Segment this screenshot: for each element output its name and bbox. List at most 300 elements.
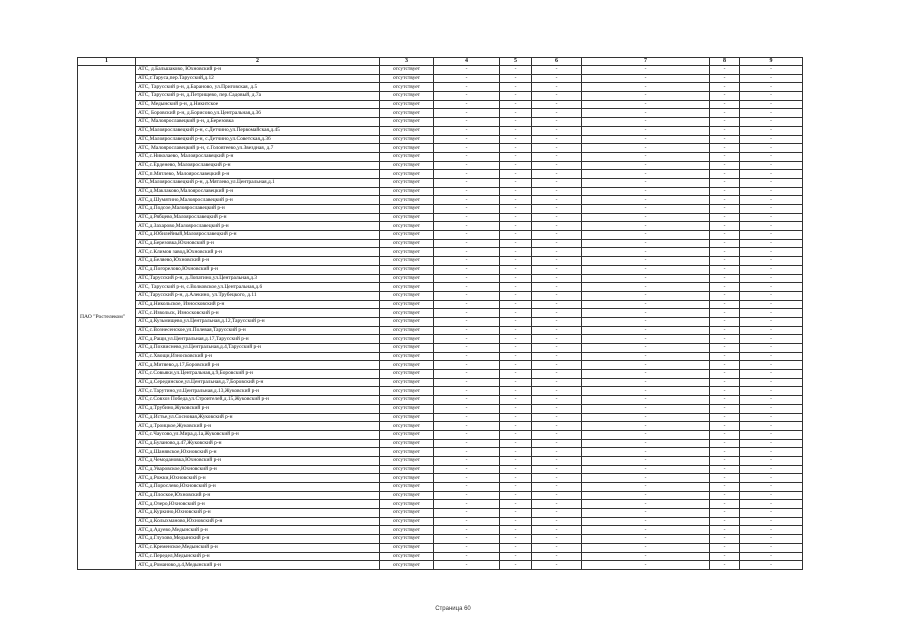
table-row (78, 178, 803, 187)
dash-cell-col8: - (710, 100, 740, 109)
dash-cell-col4: - (434, 378, 500, 387)
dash-cell-col5: - (500, 535, 532, 544)
dash-cell-col9: - (740, 465, 803, 474)
column-header-9: 9 (740, 58, 803, 66)
facility-name-cell: АТС,с.Николаево, Малоярославецкий р-н (136, 152, 380, 161)
dash-cell-col8: - (710, 543, 740, 552)
facility-name-cell: АТС,д.Похвиснево,ул.Центральная,д.4,Тарусский р-н (136, 344, 380, 353)
facility-name-cell: АТС,с.Климов завод,Юхновский р-н (136, 248, 380, 257)
dash-cell-col8: - (710, 535, 740, 544)
table-row (78, 222, 803, 231)
status-cell: отсутствует (380, 552, 434, 561)
status-cell: отсутствует (380, 474, 434, 483)
dash-cell-col8: - (710, 509, 740, 518)
facility-name-cell: АТС,д.Шанявское,Юхновский р-н (136, 448, 380, 457)
facility-name-cell: АТС,Малоярославецкий р-н, с.Детчино,ул.Советская,д.36 (136, 135, 380, 144)
facility-name-cell: АТС, Боровский р-н, д.Борисово,ул.Центральная,д.36 (136, 109, 380, 118)
dash-cell-col4: - (434, 83, 500, 92)
dash-cell-col7: - (582, 74, 710, 83)
dash-cell-col8: - (710, 396, 740, 405)
status-cell: отсутствует (380, 274, 434, 283)
dash-cell-col6: - (532, 161, 582, 170)
dash-cell-col5: - (500, 170, 532, 179)
status-cell: отсутствует (380, 483, 434, 492)
facility-name-cell: АТС,с.Вознесенское,ул.Полевая,Тарусский р-н (136, 326, 380, 335)
dash-cell-col6: - (532, 92, 582, 101)
dash-cell-col7: - (582, 178, 710, 187)
dash-cell-col8: - (710, 248, 740, 257)
dash-cell-col9: - (740, 335, 803, 344)
dash-cell-col5: - (500, 135, 532, 144)
dash-cell-col8: - (710, 291, 740, 300)
dash-cell-col9: - (740, 187, 803, 196)
dash-cell-col6: - (532, 126, 582, 135)
dash-cell-col7: - (582, 118, 710, 127)
facility-name-cell: АТС,д.Чемодановка,Юхновский р-н (136, 456, 380, 465)
dash-cell-col6: - (532, 317, 582, 326)
status-cell: отсутствует (380, 248, 434, 257)
dash-cell-col8: - (710, 439, 740, 448)
table-row (78, 370, 803, 379)
dash-cell-col7: - (582, 135, 710, 144)
dash-cell-col4: - (434, 135, 500, 144)
facility-name-cell: АТС,Малоярославецкий р-н, с.Детчино,ул.Первомайская,д.45 (136, 126, 380, 135)
facility-name-cell: АТС,с.Передел,Медынский р-н (136, 552, 380, 561)
dash-cell-col5: - (500, 74, 532, 83)
dash-cell-col6: - (532, 152, 582, 161)
dash-cell-col4: - (434, 300, 500, 309)
facility-name-cell: АТС,д.Беляево,Юхновский р-н (136, 257, 380, 266)
table-row (78, 196, 803, 205)
dash-cell-col9: - (740, 344, 803, 353)
dash-cell-col8: - (710, 413, 740, 422)
dash-cell-col9: - (740, 213, 803, 222)
dash-cell-col9: - (740, 283, 803, 292)
dash-cell-col9: - (740, 257, 803, 266)
dash-cell-col8: - (710, 300, 740, 309)
table-row (78, 344, 803, 353)
facility-name-cell: АТС,д.Буланово,д.47,Жуковский р-н (136, 439, 380, 448)
facility-name-cell: АТС,с.Совьяки,ул.Центральная,д.9,Боровский р-н (136, 370, 380, 379)
dash-cell-col4: - (434, 552, 500, 561)
dash-cell-col7: - (582, 300, 710, 309)
dash-cell-col7: - (582, 92, 710, 101)
status-cell: отсутствует (380, 543, 434, 552)
table-row (78, 100, 803, 109)
table-row (78, 309, 803, 318)
dash-cell-col9: - (740, 135, 803, 144)
status-cell: отсутствует (380, 205, 434, 214)
dash-cell-col5: - (500, 456, 532, 465)
dash-cell-col4: - (434, 283, 500, 292)
dash-cell-col7: - (582, 239, 710, 248)
dash-cell-col9: - (740, 404, 803, 413)
status-cell: отсутствует (380, 413, 434, 422)
dash-cell-col6: - (532, 526, 582, 535)
status-cell: отсутствует (380, 309, 434, 318)
facility-name-cell: АТС,д.Серединское,ул.Центральная,д.7,Боровский р-н (136, 378, 380, 387)
facility-name-cell: АТС,д.Шумятино,Малоярославецкий р-н (136, 196, 380, 205)
dash-cell-col7: - (582, 517, 710, 526)
dash-cell-col8: - (710, 126, 740, 135)
dash-cell-col6: - (532, 491, 582, 500)
status-cell: отсутствует (380, 92, 434, 101)
dash-cell-col6: - (532, 135, 582, 144)
status-cell: отсутствует (380, 257, 434, 266)
dash-cell-col8: - (710, 456, 740, 465)
dash-cell-col8: - (710, 430, 740, 439)
status-cell: отсутствует (380, 66, 434, 75)
dash-cell-col8: - (710, 74, 740, 83)
dash-cell-col7: - (582, 491, 710, 500)
dash-cell-col9: - (740, 370, 803, 379)
facility-name-cell: АТС,д.Рябцево,Малоярославецкий р-н (136, 213, 380, 222)
dash-cell-col6: - (532, 248, 582, 257)
dash-cell-col6: - (532, 239, 582, 248)
facility-name-cell: АТС,Тарусский р-н, д.Алекино, ул.Трубецкого, д.11 (136, 291, 380, 300)
facility-name-cell: АТС,д.Погорелово,Юхновский р-н (136, 265, 380, 274)
table-row (78, 413, 803, 422)
table-row (78, 118, 803, 127)
dash-cell-col9: - (740, 265, 803, 274)
dash-cell-col9: - (740, 378, 803, 387)
dash-cell-col4: - (434, 387, 500, 396)
dash-cell-col9: - (740, 500, 803, 509)
dash-cell-col7: - (582, 83, 710, 92)
dash-cell-col9: - (740, 543, 803, 552)
dash-cell-col5: - (500, 213, 532, 222)
facility-name-cell: АТС, Малоярославецкий р-н, с.Головтеево,ул.Звездная, д.7 (136, 144, 380, 153)
status-cell: отсутствует (380, 448, 434, 457)
dash-cell-col9: - (740, 430, 803, 439)
dash-cell-col6: - (532, 430, 582, 439)
table-row (78, 265, 803, 274)
dash-cell-col4: - (434, 144, 500, 153)
dash-cell-col5: - (500, 126, 532, 135)
dash-cell-col5: - (500, 387, 532, 396)
dash-cell-col4: - (434, 213, 500, 222)
dash-cell-col8: - (710, 352, 740, 361)
dash-cell-col5: - (500, 430, 532, 439)
dash-cell-col8: - (710, 239, 740, 248)
status-cell: отсутствует (380, 361, 434, 370)
table-row (78, 326, 803, 335)
dash-cell-col4: - (434, 187, 500, 196)
dash-cell-col7: - (582, 509, 710, 518)
dash-cell-col8: - (710, 118, 740, 127)
dash-cell-col5: - (500, 257, 532, 266)
dash-cell-col6: - (532, 535, 582, 544)
status-cell: отсутствует (380, 335, 434, 344)
dash-cell-col9: - (740, 274, 803, 283)
dash-cell-col5: - (500, 205, 532, 214)
dash-cell-col9: - (740, 300, 803, 309)
dash-cell-col4: - (434, 509, 500, 518)
dash-cell-col7: - (582, 335, 710, 344)
dash-cell-col9: - (740, 422, 803, 431)
status-cell: отсутствует (380, 144, 434, 153)
dash-cell-col6: - (532, 361, 582, 370)
column-header-3: 3 (380, 58, 434, 66)
status-cell: отсутствует (380, 387, 434, 396)
dash-cell-col7: - (582, 265, 710, 274)
facility-name-cell: АТС,д.Плоское,Юхновский р-н (136, 491, 380, 500)
table-row (78, 491, 803, 500)
dash-cell-col5: - (500, 265, 532, 274)
facility-name-cell: АТС,д.Юбилейный,Малоярославецкий р-н (136, 231, 380, 240)
dash-cell-col5: - (500, 291, 532, 300)
dash-cell-col5: - (500, 352, 532, 361)
dash-cell-col7: - (582, 430, 710, 439)
column-header-1: 1 (78, 58, 136, 66)
dash-cell-col7: - (582, 422, 710, 431)
dash-cell-col5: - (500, 378, 532, 387)
dash-cell-col7: - (582, 274, 710, 283)
dash-cell-col5: - (500, 526, 532, 535)
dash-cell-col5: - (500, 178, 532, 187)
dash-cell-col9: - (740, 178, 803, 187)
dash-cell-col7: - (582, 387, 710, 396)
dash-cell-col6: - (532, 456, 582, 465)
dash-cell-col7: - (582, 231, 710, 240)
facility-name-cell: АТС, Тарусский р-н, д.Бараново, ул.Приговская, д.5 (136, 83, 380, 92)
document-sheet (77, 57, 802, 570)
dash-cell-col7: - (582, 205, 710, 214)
dash-cell-col7: - (582, 222, 710, 231)
dash-cell-col7: - (582, 439, 710, 448)
dash-cell-col8: - (710, 83, 740, 92)
facility-name-cell: АТС,д.Адуево,Медынский р-н (136, 526, 380, 535)
facility-table (77, 57, 803, 570)
dash-cell-col8: - (710, 422, 740, 431)
column-header-6: 6 (532, 58, 582, 66)
dash-cell-col4: - (434, 396, 500, 405)
dash-cell-col4: - (434, 448, 500, 457)
dash-cell-col5: - (500, 66, 532, 75)
dash-cell-col6: - (532, 170, 582, 179)
dash-cell-col7: - (582, 361, 710, 370)
dash-cell-col7: - (582, 396, 710, 405)
status-cell: отсутствует (380, 344, 434, 353)
dash-cell-col4: - (434, 535, 500, 544)
table-row (78, 422, 803, 431)
dash-cell-col6: - (532, 552, 582, 561)
dash-cell-col4: - (434, 326, 500, 335)
dash-cell-col6: - (532, 465, 582, 474)
dash-cell-col8: - (710, 152, 740, 161)
status-cell: отсутствует (380, 456, 434, 465)
dash-cell-col6: - (532, 448, 582, 457)
dash-cell-col4: - (434, 178, 500, 187)
table-row (78, 509, 803, 518)
table-row (78, 74, 803, 83)
dash-cell-col6: - (532, 74, 582, 83)
dash-cell-col4: - (434, 352, 500, 361)
dash-cell-col4: - (434, 152, 500, 161)
dash-cell-col9: - (740, 161, 803, 170)
dash-cell-col9: - (740, 66, 803, 75)
facility-name-cell: АТС,д.Троицкое,Жуковский р-н (136, 422, 380, 431)
facility-name-cell: АТС, Малоярославецкий р-н, д.Березовка (136, 118, 380, 127)
facility-name-cell: АТС,д.Порослево,Юхновский р-н (136, 483, 380, 492)
dash-cell-col7: - (582, 543, 710, 552)
dash-cell-col8: - (710, 483, 740, 492)
table-row (78, 561, 803, 570)
dash-cell-col8: - (710, 196, 740, 205)
dash-cell-col6: - (532, 326, 582, 335)
dash-cell-col4: - (434, 483, 500, 492)
facility-name-cell: АТС,Малоярославецкий р-н, д.Мятлево,ул.Центральная,д.1 (136, 178, 380, 187)
dash-cell-col8: - (710, 378, 740, 387)
facility-name-cell: АТС, Тарусский р-н, д.Петрищево, пер.Садовый, д.7а (136, 92, 380, 101)
dash-cell-col8: - (710, 92, 740, 101)
dash-cell-col4: - (434, 465, 500, 474)
dash-cell-col4: - (434, 474, 500, 483)
table-row (78, 404, 803, 413)
dash-cell-col7: - (582, 561, 710, 570)
dash-cell-col9: - (740, 474, 803, 483)
status-cell: отсутствует (380, 404, 434, 413)
dash-cell-col6: - (532, 213, 582, 222)
facility-name-cell: АТС,д.Глухово,Медынский р-н (136, 535, 380, 544)
dash-cell-col8: - (710, 552, 740, 561)
dash-cell-col6: - (532, 83, 582, 92)
facility-name-cell: АТС,д.Колыхманово,Юхновский р-н (136, 517, 380, 526)
dash-cell-col6: - (532, 474, 582, 483)
status-cell: отсутствует (380, 161, 434, 170)
column-header-7: 7 (582, 58, 710, 66)
dash-cell-col4: - (434, 344, 500, 353)
dash-cell-col8: - (710, 144, 740, 153)
status-cell: отсутствует (380, 517, 434, 526)
facility-name-cell: АТС, д.Бальшаково, Юхновский р-н (136, 66, 380, 75)
table-row (78, 448, 803, 457)
dash-cell-col9: - (740, 196, 803, 205)
dash-cell-col9: - (740, 396, 803, 405)
dash-cell-col6: - (532, 370, 582, 379)
dash-cell-col4: - (434, 561, 500, 570)
status-cell: отсутствует (380, 430, 434, 439)
dash-cell-col8: - (710, 335, 740, 344)
dash-cell-col8: - (710, 387, 740, 396)
dash-cell-col6: - (532, 543, 582, 552)
dash-cell-col6: - (532, 205, 582, 214)
dash-cell-col4: - (434, 274, 500, 283)
dash-cell-col8: - (710, 309, 740, 318)
dash-cell-col6: - (532, 274, 582, 283)
dash-cell-col4: - (434, 257, 500, 266)
dash-cell-col7: - (582, 126, 710, 135)
table-body (78, 66, 803, 570)
dash-cell-col5: - (500, 439, 532, 448)
dash-cell-col5: - (500, 83, 532, 92)
dash-cell-col6: - (532, 335, 582, 344)
dash-cell-col4: - (434, 335, 500, 344)
dash-cell-col7: - (582, 109, 710, 118)
facility-name-cell: АТС,с.Извольск, Износковский р-н (136, 309, 380, 318)
dash-cell-col4: - (434, 370, 500, 379)
dash-cell-col6: - (532, 222, 582, 231)
dash-cell-col7: - (582, 413, 710, 422)
dash-cell-col9: - (740, 483, 803, 492)
table-row (78, 213, 803, 222)
table-row (78, 187, 803, 196)
dash-cell-col7: - (582, 309, 710, 318)
dash-cell-col9: - (740, 309, 803, 318)
table-row (78, 456, 803, 465)
dash-cell-col7: - (582, 283, 710, 292)
dash-cell-col9: - (740, 83, 803, 92)
dash-cell-col6: - (532, 178, 582, 187)
dash-cell-col9: - (740, 248, 803, 257)
dash-cell-col9: - (740, 126, 803, 135)
dash-cell-col5: - (500, 248, 532, 257)
facility-name-cell: АТС,д.Уваровское,Юхновский р-н (136, 465, 380, 474)
dash-cell-col8: - (710, 274, 740, 283)
dash-cell-col5: - (500, 517, 532, 526)
status-cell: отсутствует (380, 239, 434, 248)
dash-cell-col6: - (532, 396, 582, 405)
dash-cell-col9: - (740, 352, 803, 361)
status-cell: отсутствует (380, 500, 434, 509)
status-cell: отсутствует (380, 352, 434, 361)
status-cell: отсутствует (380, 100, 434, 109)
dash-cell-col6: - (532, 517, 582, 526)
table-row (78, 274, 803, 283)
dash-cell-col5: - (500, 222, 532, 231)
dash-cell-col4: - (434, 109, 500, 118)
dash-cell-col4: - (434, 222, 500, 231)
dash-cell-col6: - (532, 144, 582, 153)
dash-cell-col8: - (710, 500, 740, 509)
table-row (78, 474, 803, 483)
dash-cell-col8: - (710, 66, 740, 75)
table-row (78, 135, 803, 144)
dash-cell-col4: - (434, 170, 500, 179)
dash-cell-col6: - (532, 257, 582, 266)
dash-cell-col4: - (434, 248, 500, 257)
dash-cell-col8: - (710, 448, 740, 457)
dash-cell-col7: - (582, 213, 710, 222)
dash-cell-col5: - (500, 509, 532, 518)
facility-name-cell: АТС,д.Никольское, Износковский р-н (136, 300, 380, 309)
table-row (78, 552, 803, 561)
dash-cell-col5: - (500, 396, 532, 405)
dash-cell-col9: - (740, 74, 803, 83)
facility-name-cell: АТС,д.Истье,ул.Сосновая,Жуковский р-н (136, 413, 380, 422)
facility-name-cell: АТС, Тарусский р-н, с.Волковское,ул.Центральная,д.6 (136, 283, 380, 292)
dash-cell-col7: - (582, 483, 710, 492)
dash-cell-col8: - (710, 370, 740, 379)
dash-cell-col5: - (500, 231, 532, 240)
dash-cell-col5: - (500, 500, 532, 509)
table-row (78, 543, 803, 552)
dash-cell-col7: - (582, 535, 710, 544)
dash-cell-col7: - (582, 448, 710, 457)
dash-cell-col5: - (500, 109, 532, 118)
dash-cell-col9: - (740, 535, 803, 544)
dash-cell-col8: - (710, 361, 740, 370)
dash-cell-col6: - (532, 231, 582, 240)
status-cell: отсутствует (380, 535, 434, 544)
table-row (78, 387, 803, 396)
status-cell: отсутствует (380, 291, 434, 300)
dash-cell-col5: - (500, 92, 532, 101)
table-row (78, 317, 803, 326)
status-cell: отсутствует (380, 561, 434, 570)
dash-cell-col8: - (710, 135, 740, 144)
facility-name-cell: АТС,д.Подсое,Малоярославецкий р-н (136, 205, 380, 214)
